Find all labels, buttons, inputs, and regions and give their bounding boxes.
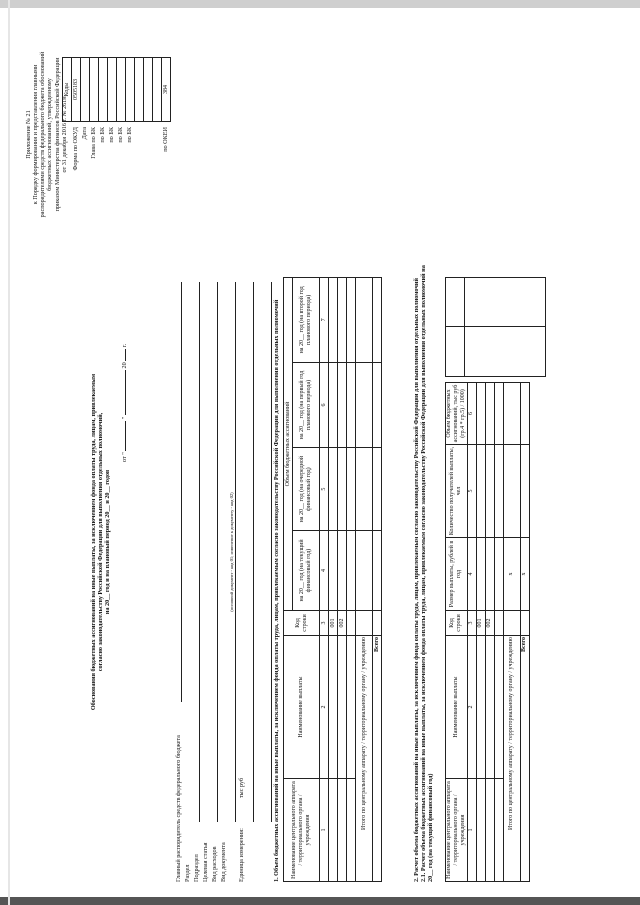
section-2-side-grid: [445, 277, 546, 377]
section-1-title: 1. Объем бюджетных ассигнований на иные выплаты, за исключением фонда оплаты труда, лицам, привлекаемым согласно законодательству Российской Федерации для выполнения отдельных полномочий: [273, 299, 280, 882]
document-title: Обоснования бюджетных ассигнований на иные выплаты, за исключением фонда оплаты труда, лицам, привлекаемым согласно законодательству Российской Федерации для выполнения отдельных полномочий, на 20__ год и на плановый период 20__ и 20__ годов: [90, 373, 112, 711]
section-1-table: Наименование центрального аппарата / территориального органа / учреждения Наименование выплаты Код строки Объем бюджетных ассигнований на 20__ год (на текущий финансовый год) на 20__ год (на очередной финансовый год) на 20__ год (на первый год планового периода) на 20__ год (на второй год планового периода) 1 2 3 4 5 6 7 001 002 Итого по центральному аппарату / территориальному органу / учреждению Всего: [283, 277, 382, 882]
section-2-title: 2. Расчет объема бюджетных ассигнований на иные выплаты, за исключением фонда оплаты труда, лицам, привлекаемым согласно законодательству Российской Федерации для выполнения отдельных полномочий 2.1. Расчет объема бюджетных ассигнований на иные выплаты, за исключением фонда оплаты труда, лицам, привлекаемым согласно законодательству Российской Федерации для выполнения отдельных полномочий на 20__ год (на текущий финансовый год): [413, 265, 435, 882]
rotated-form: [15, 12, 625, 892]
bottom-scan-bar: [0, 897, 640, 905]
codes-labels: Форма по ОКУД Дата Глава по БК по БК по БК по БК по БК по ОКЕИ: [72, 127, 169, 171]
appendix-line-5: от 31 декабря 2016 г. № 261н: [60, 96, 68, 173]
form-fields: Главный распорядитель средств федерального бюджета Раздел Подраздел Целевая статья Вид расходов Вид документа (основной документ - код 01; изменение к документу - код 02) Единица измерения:тыс руб: [175, 242, 248, 882]
appendix-number: Приложение № 21: [25, 110, 32, 159]
section-2-table: Наименование центрального аппарата / территориального органа / учреждения Наименование выплаты Код строки Размер выплаты, рублей в год Количество получателей выплаты, чел Объем бюджетных ассигнований, тыс руб (гр.4 * гр.5) / 1000) 1 2 3 4 5 6 001 002 Итого по центральному аппарату / территориальному органу / учреждению x Всего x: [445, 382, 530, 882]
appendix-block: [25, 17, 68, 252]
appendix-line-3: бюджетных ассигнований, утвержденному: [46, 78, 54, 191]
appendix-line-1: к Порядку формирования и представления главными: [32, 64, 40, 205]
appendix-line-4: приказом Министерства финансов Российской Федерации: [53, 57, 61, 212]
top-scan-bar: [0, 0, 640, 8]
appendix-line-2: распорядителями средств федерального бюджета обоснований: [39, 51, 47, 218]
date-line: от " " 20 г.: [121, 343, 128, 462]
left-scan-edge: [8, 0, 10, 905]
codes-table: Коды 0505183 384: [62, 57, 171, 122]
